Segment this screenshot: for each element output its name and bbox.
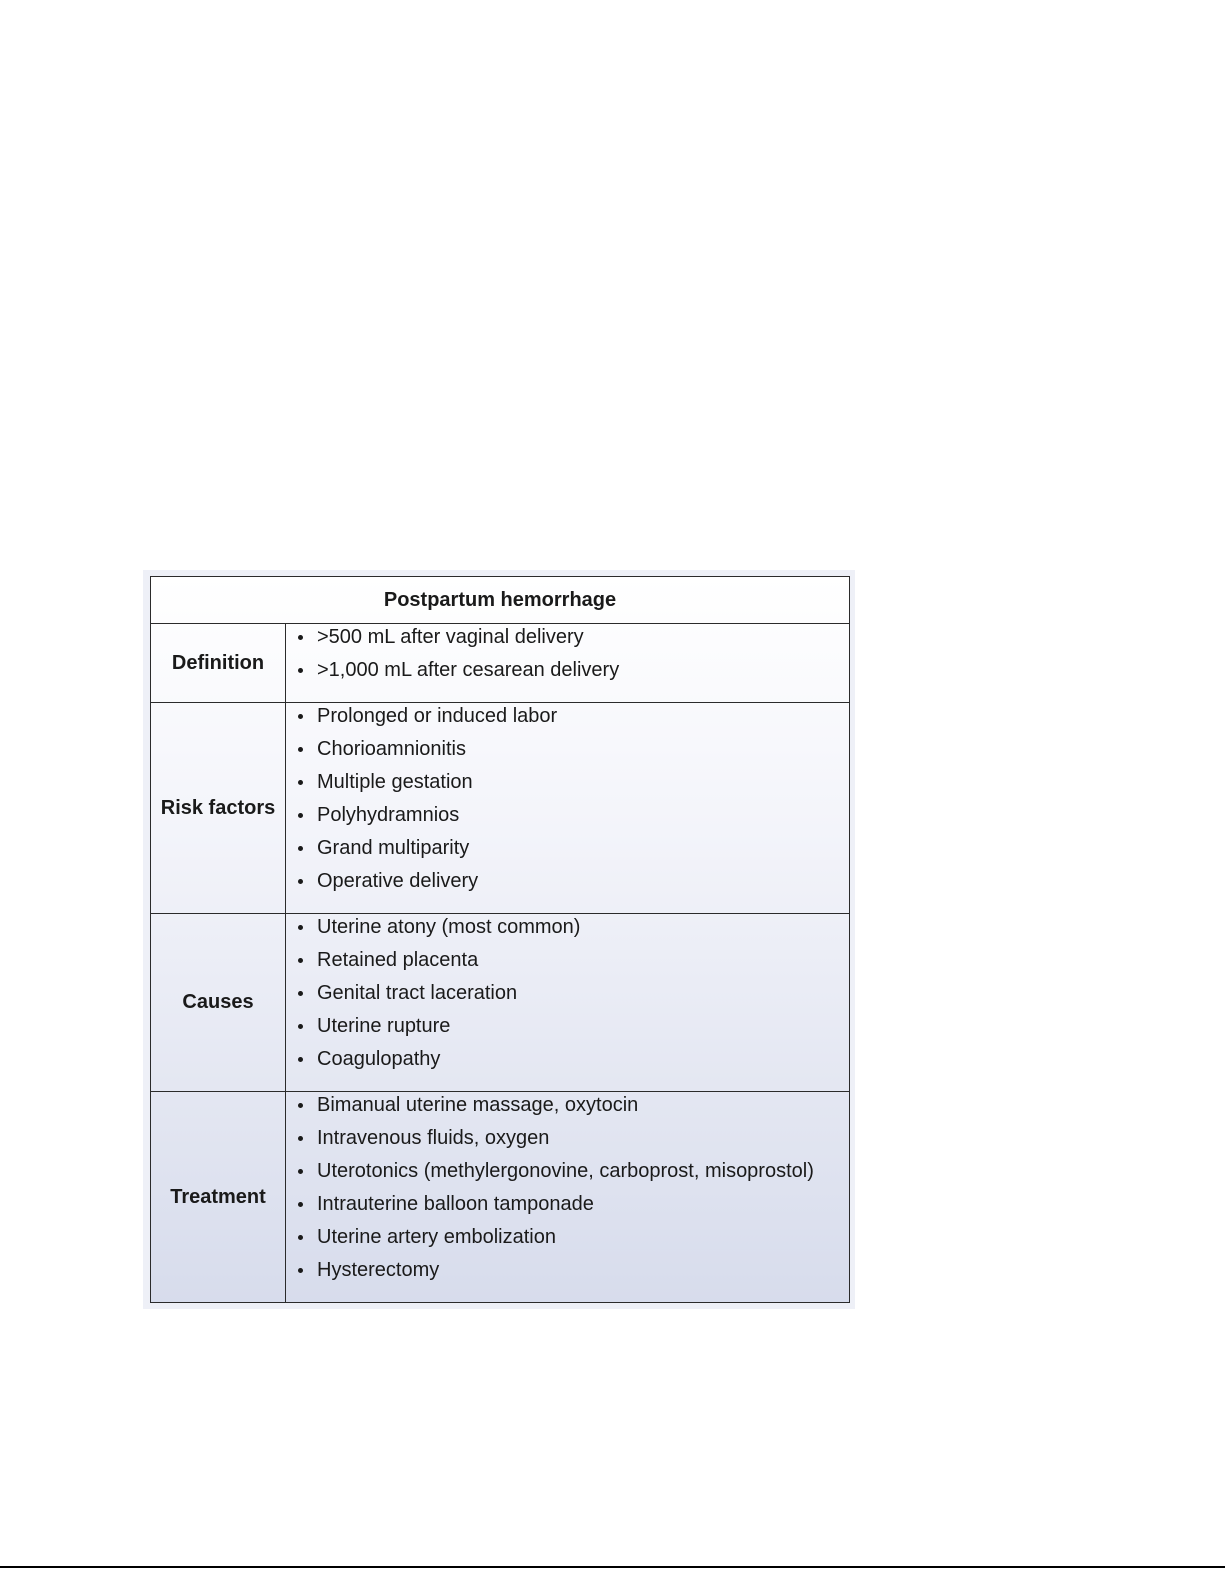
list-item: Coagulopathy bbox=[296, 1046, 849, 1079]
list-item: Uterine artery embolization bbox=[296, 1224, 849, 1257]
list-item: Operative delivery bbox=[296, 868, 849, 901]
list-item: >500 mL after vaginal delivery bbox=[296, 624, 849, 657]
table-row-causes bbox=[151, 914, 850, 1092]
table-row-definition bbox=[151, 624, 850, 703]
list-item: Hysterectomy bbox=[296, 1257, 849, 1290]
list-item: Retained placenta bbox=[296, 947, 849, 980]
list-item: Uterine rupture bbox=[296, 1013, 849, 1046]
table-row-risk-factors bbox=[151, 703, 850, 914]
page-bottom-rule bbox=[0, 1566, 1225, 1568]
row-content-definition bbox=[286, 624, 850, 703]
table-row-treatment bbox=[151, 1092, 850, 1303]
row-label-causes: Causes bbox=[151, 914, 286, 1092]
row-label-treatment: Treatment bbox=[151, 1092, 286, 1303]
row-label-definition: Definition bbox=[151, 624, 286, 703]
postpartum-hemorrhage-table bbox=[150, 576, 850, 1303]
list-item: Chorioamnionitis bbox=[296, 736, 849, 769]
list-item: Multiple gestation bbox=[296, 769, 849, 802]
list-item: Grand multiparity bbox=[296, 835, 849, 868]
row-content-risk-factors bbox=[286, 703, 850, 914]
list-item: Uterine atony (most common) bbox=[296, 914, 849, 947]
risk-factors-list bbox=[286, 703, 849, 901]
treatment-list bbox=[286, 1092, 849, 1290]
row-label-risk-factors: Risk factors bbox=[151, 703, 286, 914]
list-item: Uterotonics (methylergonovine, carboprost, misoprostol) bbox=[296, 1158, 849, 1191]
row-content-causes bbox=[286, 914, 850, 1092]
list-item: Bimanual uterine massage, oxytocin bbox=[296, 1092, 849, 1125]
causes-list bbox=[286, 914, 849, 1079]
list-item: Polyhydramnios bbox=[296, 802, 849, 835]
row-content-treatment bbox=[286, 1092, 850, 1303]
table-frame bbox=[143, 570, 855, 1309]
list-item: Prolonged or induced labor bbox=[296, 703, 849, 736]
list-item: Intrauterine balloon tamponade bbox=[296, 1191, 849, 1224]
list-item: Genital tract laceration bbox=[296, 980, 849, 1013]
list-item: >1,000 mL after cesarean delivery bbox=[296, 657, 849, 690]
list-item: Intravenous fluids, oxygen bbox=[296, 1125, 849, 1158]
table-title: Postpartum hemorrhage bbox=[151, 577, 850, 624]
definition-list bbox=[286, 624, 849, 690]
